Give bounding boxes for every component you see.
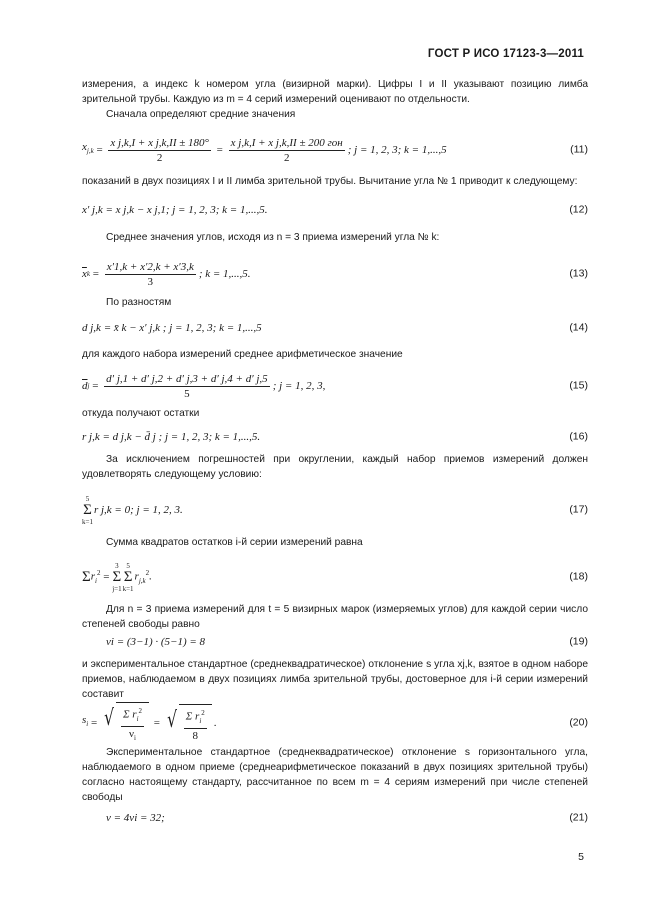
eq21-expression: ν = 4νi = 32; [106, 811, 165, 824]
paragraph-intro: измерения, а индекс k номером угла (визирной марки). Цифры I и II указывают позицию лимба зрительной трубы. Каждую из m = 4 серий измерений оценивают по отдельности. [82, 79, 588, 105]
equation-19 [82, 622, 588, 662]
equation-17: 5 Σ k=1 r j,k = 0; j = 1, 2, 3. (17) [82, 494, 588, 526]
eq13-denominator: 3 [147, 275, 154, 288]
eq13-numerator: x′1,k + x′2,k + x′3,k [106, 260, 194, 273]
eq11-tail: ; j = 1, 2, 3; k = 1,...,5 [347, 143, 447, 156]
eq15-denominator: 5 [184, 387, 190, 400]
eq17-expression: r j,k = 0; j = 1, 2, 3. [93, 503, 183, 516]
eq17-sum-upper: 5 [85, 494, 90, 503]
equation-15: $\overline{d}$ j = $\frac{d' j,1 + d' j,2 + d' j,3 + d' j,4 + d' j,5}{5}$ ; j = 1, 2, 3, (15) [82, 372, 588, 400]
paragraph-mean-angles: Среднее значения углов, исходя из n = 3 приема измерений угла № k: [106, 232, 440, 243]
eq12-number: (12) [569, 203, 588, 216]
page-number: 5 [578, 851, 584, 863]
eq11-denominator-2: 2 [283, 151, 290, 164]
paragraph-condition: За исключением погрешностей при округлении, каждый набор приемов измерений должен удовлетворять следующему условию: [82, 454, 588, 480]
eq13-tail: ; k = 1,...,5. [198, 267, 251, 280]
eq18-number: (18) [569, 570, 588, 583]
eq11-numerator-gon: x j,k,I + x j,k,II ± 200 гон [230, 136, 343, 149]
paragraph-readings: показаний в двух позициях I и II лимба зрительной трубы. Вычитание угла № 1 приводит к следующему: [82, 176, 578, 187]
paragraph-sum-squares: Сумма квадратов остатков i-й серии измерений равна [106, 537, 363, 548]
equation-16 [82, 417, 588, 457]
equation-12 [82, 190, 588, 230]
paragraph-differences: По разностям [106, 297, 172, 308]
eq15-tail: ; j = 1, 2, 3, [272, 379, 326, 392]
equation-20: $s_i$ = √ $\frac{\Sigma r_i^2}{\nu_i}$ = √ $\frac{\Sigma r_i^2}{8}$ . (20) [82, 703, 588, 743]
eq11-denominator: 2 [156, 151, 163, 164]
eq16-expression: r j,k = d j,k − d̄ j ; j = 1, 2, 3; k = 1,...,5. [82, 430, 261, 443]
eq19-number: (19) [569, 635, 588, 648]
eq13-number: (13) [569, 267, 588, 280]
eq11-numerator-deg: x j,k,I + x j,k,II ± 180° [110, 136, 209, 149]
paragraph-horizontal-angle: Экспериментальное стандартное (среднеквадратическое) отклонение s горизонтального угла, наблюдаемого в одном приеме (среднеарифметическое показаний в двух позициях зрительной трубы) согласно настоящему стандарту, рассчитанное по всем m = 4 сериям измерений при числе степеней свободы [82, 747, 588, 803]
eq19-expression: νi = (3−1) · (5−1) = 8 [106, 635, 206, 648]
eq14-expression: d j,k = x̄ k − x′ j,k ; j = 1, 2, 3; k = 1,...,5 [82, 321, 262, 334]
paragraph-arith-mean: для каждого набора измерений среднее арифметическое значение [82, 349, 403, 360]
eq15-number: (15) [569, 379, 588, 392]
eq12-expression: x′ j,k = x j,k − x j,1; j = 1, 2, 3; k = 1,...,5. [82, 203, 268, 216]
equation-14 [82, 308, 588, 348]
paragraph-std-deviation: и экспериментальное стандартное (среднеквадратическое) отклонение s угла xj,k, взятое в одном наборе приемов, наблюдаемом в двух позициях лимба зрительной трубы, достоверное для i-й серии измерений составит [82, 659, 588, 700]
paragraph-mean-values: Сначала определяют средние значения [106, 109, 296, 120]
paragraph-residuals: откуда получают остатки [82, 408, 200, 419]
eq20-number: (20) [569, 716, 588, 729]
eq21-number: (21) [569, 811, 588, 824]
equation-21 [82, 798, 588, 838]
equation-18: Σ $r_i^2$ = 3 Σ j=1 5 Σ k=1 $r_{j,k}^2$. (18) [82, 561, 588, 593]
paragraph-degrees-freedom: Для n = 3 приема измерений для t = 5 визирных марок (измеряемых углов) для каждой серии число степеней свободы равно [82, 604, 588, 630]
equation-13: $\overline{x}$ k = $\frac{x'1,k + x'2,k + x'3,k}{3}$ ; k = 1,...,5. (13) [82, 260, 588, 288]
eq17-number: (17) [569, 503, 588, 516]
equation-11: $x_{j,k}$ = $\frac{\text{x j,k,I + x j,k,II ± 180°}}{2}$ = $\frac{\text{x j,k,I + x j,k,II ± 200 гон}}{2}$ ; j = 1, 2, 3; k = 1,...,5 (11) [82, 136, 588, 164]
eq11-number: (11) [570, 143, 588, 156]
standard-header: ГОСТ Р ИСО 17123-3—2011 [427, 48, 584, 60]
eq15-numerator: d′ j,1 + d′ j,2 + d′ j,3 + d′ j,4 + d′ j,5 [106, 372, 268, 385]
eq14-number: (14) [569, 321, 588, 334]
eq17-sum-lower: k=1 [82, 517, 93, 526]
eq16-number: (16) [569, 430, 588, 443]
